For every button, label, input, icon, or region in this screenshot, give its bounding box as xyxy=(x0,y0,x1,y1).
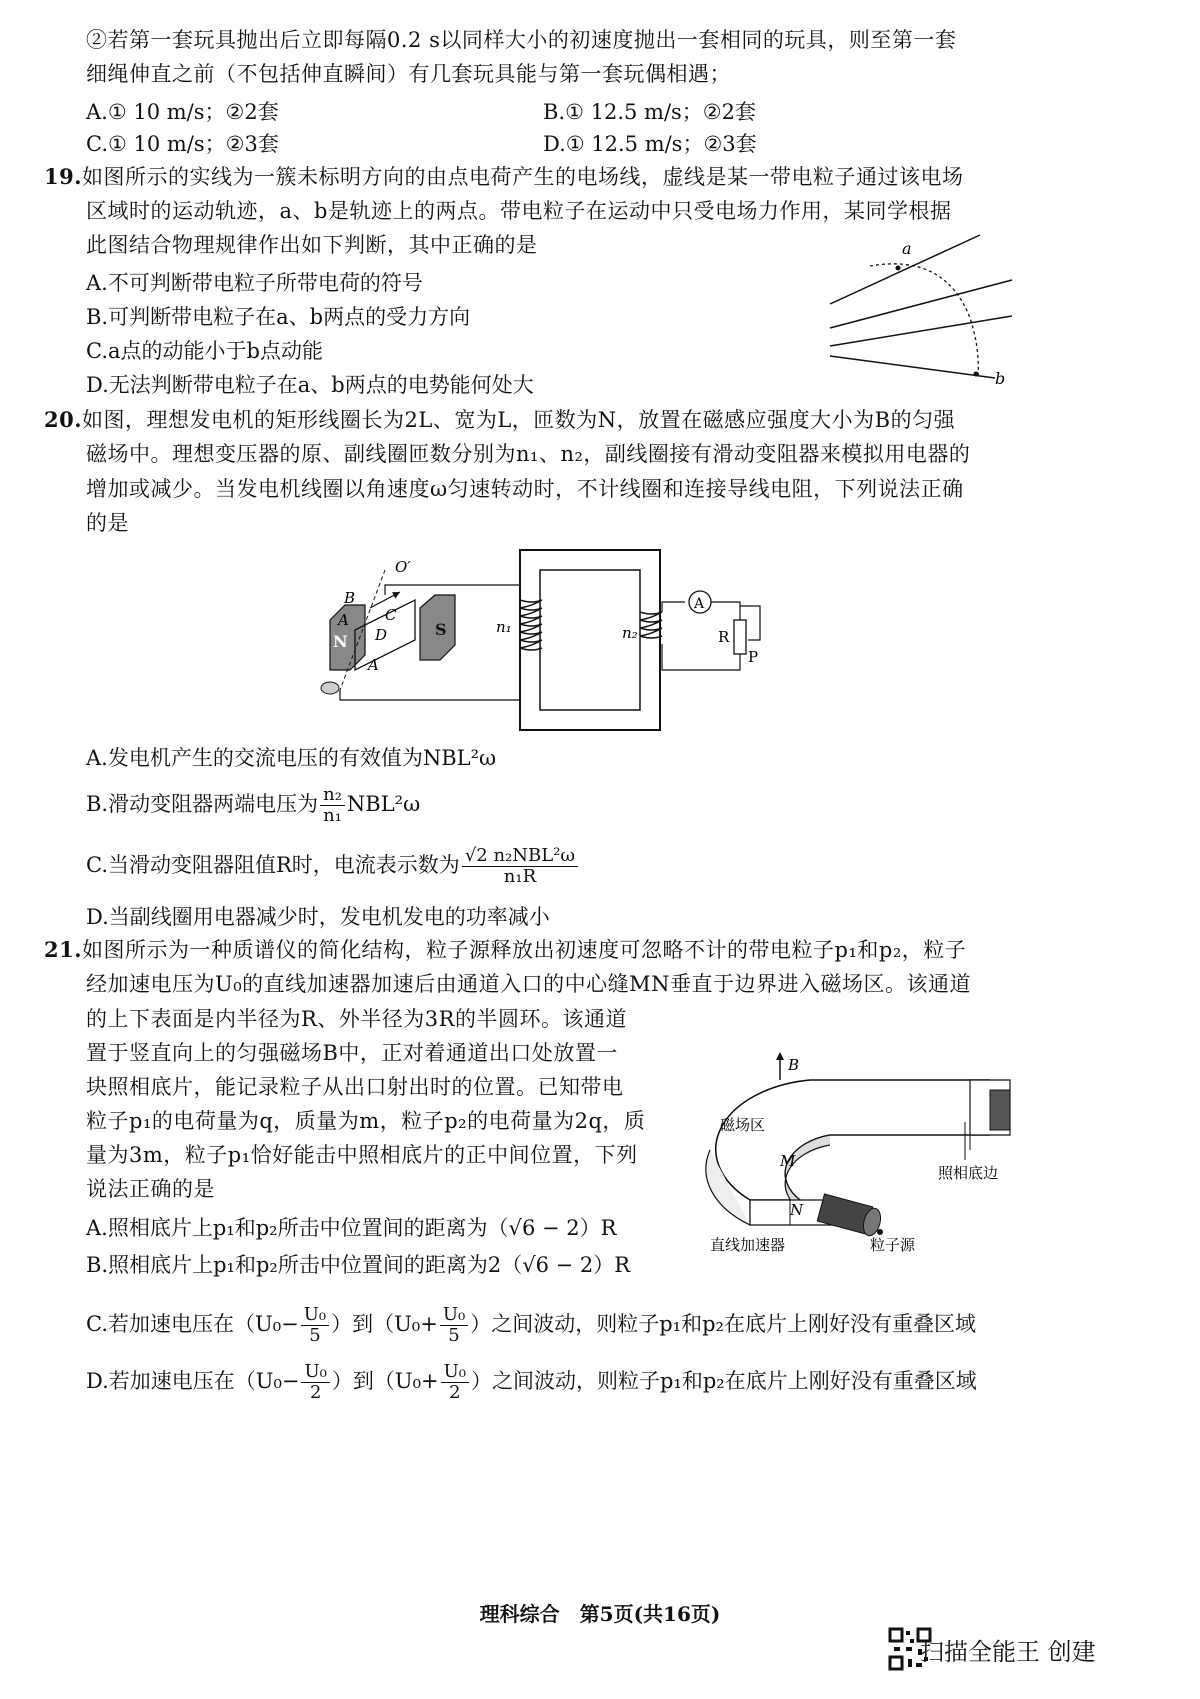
magnet-n-label: N xyxy=(333,632,348,651)
q18-option-c: C.① 10 m/s；②3套 xyxy=(86,132,279,156)
q20-text-1: 如图，理想发电机的矩形线圈长为2L、宽为L，匝数为N，放置在磁感应强度大小为B的匀强 xyxy=(82,408,956,432)
magnet-s-label: S xyxy=(435,620,447,639)
q21-option-c xyxy=(86,1305,976,1346)
q20-option-a: A.发电机产生的交流电压的有效值为NBL²ω xyxy=(86,746,497,770)
label-d: D xyxy=(375,626,388,644)
point-a-dot xyxy=(896,266,901,271)
q19-stem-1 xyxy=(44,164,964,190)
q21-option-c-pre: C.若加速电压在（U₀− xyxy=(86,1312,299,1336)
q21-stem-2: 经加速电压为U₀的直线加速器加速后由通道入口的中心缝MN垂直于边界进入磁场区。该通道 xyxy=(86,972,971,996)
q18-line-2: 细绳伸直之前（不包括伸直瞬间）有几套玩具能与第一套玩偶相遇； xyxy=(86,62,731,86)
q20-option-b xyxy=(86,785,420,826)
q20-option-c-pre: C.当滑动变阻器阻值R时，电流表示数为 xyxy=(86,853,460,877)
q18-line-1: ②若第一套玩具抛出后立即每隔0.2 s以同样大小的初速度抛出一套相同的玩具，则至第一套 xyxy=(86,28,957,52)
point-b-label: b xyxy=(995,369,1006,388)
frac-numerator: n₂ xyxy=(320,785,345,806)
label-p: P xyxy=(748,648,759,666)
q21-option-c-frac-2 xyxy=(440,1305,468,1346)
label-n2: n₂ xyxy=(622,624,638,642)
slip-ring xyxy=(321,682,339,694)
point-a-label: a xyxy=(902,239,912,258)
q18-option-b: B.① 12.5 m/s；②2套 xyxy=(543,100,756,124)
q21-option-b: B.照相底片上p₁和p₂所击中位置间的距离为2（√6 − 2）R xyxy=(86,1253,631,1277)
magnetic-region-top xyxy=(716,1080,990,1200)
wire-primary-bottom xyxy=(340,675,520,700)
particle-source-dot xyxy=(877,1229,883,1235)
q20-option-d: D.当副线圈用电器减少时，发电机发电的功率减小 xyxy=(86,905,550,929)
q21-number: 21. xyxy=(44,937,83,962)
q20-generator-transformer-figure xyxy=(300,540,820,740)
q19-number: 19. xyxy=(44,164,83,189)
q21-option-d xyxy=(86,1362,977,1403)
q20-stem-1 xyxy=(44,407,955,433)
q21-option-d-post: ）之间波动，则粒子p₁和p₂在底片上刚好没有重叠区域 xyxy=(470,1369,977,1393)
q21-option-d-frac-2 xyxy=(441,1362,469,1403)
trajectory-dashed xyxy=(870,264,978,378)
frac-numerator: √2 n₂NBL²ω xyxy=(462,846,578,867)
label-accelerator: 直线加速器 xyxy=(710,1236,786,1254)
q21-stem-3: 的上下表面是内半径为R、外半径为3R的半圆环。该通道 xyxy=(86,1007,627,1031)
q20-stem-3: 增加或减少。当发电机线圈以角速度ω匀速转动时，不计线圈和连接导线电阻，下列说法正确 xyxy=(86,477,964,501)
q21-stem-4: 置于竖直向上的匀强磁场B中，正对着通道出口处放置一 xyxy=(86,1041,618,1065)
rheostat xyxy=(734,620,746,654)
frac-denominator: 2 xyxy=(449,1382,461,1403)
label-magnetic-region: 磁场区 xyxy=(720,1116,766,1134)
photo-film xyxy=(990,1090,1010,1130)
label-c: C xyxy=(385,606,397,624)
q21-option-c-post: ）之间波动，则粒子p₁和p₂在底片上刚好没有重叠区域 xyxy=(470,1312,976,1336)
label-a-top: A xyxy=(338,611,349,629)
q21-option-d-pre: D.若加速电压在（U₀− xyxy=(86,1369,300,1393)
q18-option-a: A.① 10 m/s；②2套 xyxy=(86,100,279,124)
q20-option-b-fraction xyxy=(320,785,345,826)
ammeter-label: A xyxy=(694,596,705,612)
label-r: R xyxy=(718,628,730,646)
q21-stem-7: 量为3m，粒子p₁恰好能击中照相底片的正中间位置，下列 xyxy=(86,1143,638,1167)
frac-denominator: n₁ xyxy=(323,805,342,826)
q19-stem-3: 此图结合物理规律作出如下判断，其中正确的是 xyxy=(86,233,538,257)
q21-text-1: 如图所示为一种质谱仪的简化结构，粒子源释放出初速度可忽略不计的带电粒子p₁和p₂，粒子 xyxy=(82,938,967,962)
q21-stem-6: 粒子p₁的电荷量为q，质量为m，粒子p₂的电荷量为2q，质 xyxy=(86,1109,646,1133)
q21-option-d-mid: ）到（U₀+ xyxy=(331,1369,439,1393)
wire-secondary-top xyxy=(662,602,685,612)
label-m: M xyxy=(780,1152,796,1170)
frac-numerator: U₀ xyxy=(440,1305,468,1326)
wire-to-resistor xyxy=(711,602,740,620)
q20-stem-4: 的是 xyxy=(86,511,129,535)
q18-option-d: D.① 12.5 m/s；②3套 xyxy=(543,132,757,156)
label-film: 照相底边 xyxy=(938,1164,999,1182)
q19-text-1: 如图所示的实线为一簇未标明方向的由点电荷产生的电场线，虚线是某一带电粒子通过该电场 xyxy=(82,165,964,189)
frac-denominator: n₁R xyxy=(503,866,537,887)
frac-denominator: 5 xyxy=(448,1325,460,1346)
q21-stem-5: 块照相底片，能记录粒子从出口射出时的位置。已知带电 xyxy=(86,1075,624,1099)
q19-stem-2: 区域时的运动轨迹，a、b是轨迹上的两点。带电粒子在运动中只受电场力作用，某同学根据 xyxy=(86,199,952,223)
q21-stem-8: 说法正确的是 xyxy=(86,1177,215,1201)
frac-denominator: 5 xyxy=(309,1325,321,1346)
secondary-coil xyxy=(640,612,662,638)
q19-field-line-figure xyxy=(820,228,1020,398)
q20-option-b-post: NBL²ω xyxy=(346,792,421,816)
label-a-bottom: A xyxy=(368,656,379,674)
scanner-brand: 扫描全能王 创建 xyxy=(920,1638,1096,1666)
q21-stem-1 xyxy=(44,937,966,963)
q19-option-b: B.可判断带电粒子在a、b两点的受力方向 xyxy=(86,305,471,329)
label-n: N xyxy=(790,1201,804,1219)
q19-option-d: D.无法判断带电粒子在a、b两点的电势能何处大 xyxy=(86,373,534,397)
field-line-4 xyxy=(830,356,995,378)
frac-denominator: 2 xyxy=(309,1382,322,1403)
q20-number: 20. xyxy=(44,407,83,432)
label-n1: n₁ xyxy=(496,618,512,636)
primary-coil xyxy=(520,600,542,650)
label-particle-source: 粒子源 xyxy=(870,1236,916,1254)
q21-option-a: A.照相底片上p₁和p₂所击中位置间的距离为（√6 − 2）R xyxy=(86,1216,617,1240)
label-b-field: B xyxy=(788,1056,800,1074)
q21-option-c-mid: ）到（U₀+ xyxy=(331,1312,438,1336)
q20-stem-2: 磁场中。理想变压器的原、副线圈匝数分别为n₁、n₂，副线圈接有滑动变阻器来模拟用电器的 xyxy=(86,442,971,466)
frac-numerator: U₀ xyxy=(441,1362,469,1383)
point-b-dot xyxy=(974,372,979,377)
label-b: B xyxy=(344,589,356,607)
frac-numerator: U₀ xyxy=(301,1362,329,1383)
q20-option-c xyxy=(86,846,580,887)
wire-secondary-bottom xyxy=(662,644,740,670)
q21-option-d-frac-1 xyxy=(301,1362,329,1403)
q21-option-c-frac-1 xyxy=(301,1305,329,1346)
q20-option-c-fraction xyxy=(462,846,578,887)
q19-option-c: C.a点的动能小于b点动能 xyxy=(86,339,323,363)
b-field-arrowhead xyxy=(776,1052,784,1060)
page-footer: 理科综合 第5页(共16页) xyxy=(479,1602,721,1626)
frac-numerator: U₀ xyxy=(301,1305,329,1326)
label-o-prime: O′ xyxy=(395,558,411,576)
q21-mass-spectrometer-figure xyxy=(690,1050,1050,1270)
q19-option-a: A.不可判断带电粒子所带电荷的符号 xyxy=(86,271,423,295)
q20-option-b-pre: B.滑动变阻器两端电压为 xyxy=(86,792,319,816)
